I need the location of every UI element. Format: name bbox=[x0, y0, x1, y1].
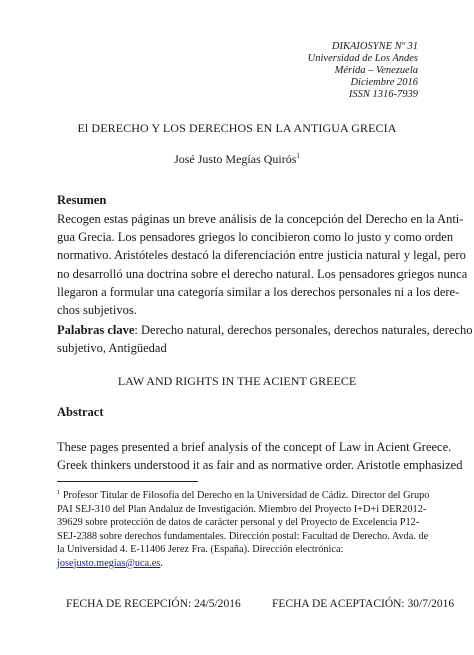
footnote-line: SEJ-2388 sobre derechos fundamentales. Dirección postal: Facultad de Derecho. Avda. de bbox=[57, 530, 429, 542]
resumen-line: normativo. Aristóteles destacó la diferenciación entre justicia natural y legal, pero bbox=[57, 248, 466, 263]
footnote-line: josejusto.megias@uca.es. bbox=[57, 557, 163, 569]
resumen-line: no desarrolló una doctrina sobre el derecho natural. Los pensadores griegos nunca bbox=[57, 266, 468, 281]
resumen-line: gua Grecia. Los pensadores griegos lo concibieron como lo justo y como orden bbox=[57, 230, 454, 245]
footnote-line: la Universidad 4. E-11406 Jerez Fra. (España). Dirección electrónica: bbox=[57, 544, 344, 555]
abstract-paragraph bbox=[57, 438, 463, 474]
article-title: El DERECHO Y LOS DERECHOS EN LA ANTIGUA GRECIA bbox=[77, 121, 397, 135]
journal-location: Mérida – Venezuela bbox=[334, 65, 418, 76]
resumen-paragraph bbox=[57, 210, 468, 319]
resumen-line: llegaron a formular una categoría similar a los derechos personales ni a los dere- bbox=[57, 284, 460, 299]
abstract-heading: Abstract bbox=[57, 405, 104, 419]
author-email-link[interactable]: josejusto.megias@uca.es bbox=[57, 557, 161, 569]
accepted-date: FECHA DE ACEPTACIÓN: 30/7/2016 bbox=[272, 598, 455, 610]
footnote bbox=[57, 486, 430, 570]
keywords-list: : Derecho natural, derechos personales, derechos naturales, derecho bbox=[134, 323, 473, 337]
journal-name: DIKAIOSYNE Nº 31 bbox=[331, 41, 418, 52]
author-name: José Justo Megías Quirós bbox=[174, 152, 297, 166]
author-footnote-mark: 1 bbox=[296, 152, 300, 160]
resumen-heading: Resumen bbox=[57, 193, 107, 207]
journal-issn: ISSN 1316-7939 bbox=[348, 89, 418, 100]
journal-institution: Universidad de Los Andes bbox=[307, 53, 418, 64]
abstract-line: These pages presented a brief analysis of the concept of Law in Acient Greece. bbox=[57, 440, 452, 454]
keywords-line bbox=[57, 321, 473, 339]
keywords-paragraph bbox=[57, 321, 473, 357]
article-author bbox=[0, 152, 474, 167]
english-title: LAW AND RIGHTS IN THE ACIENT GREECE bbox=[117, 374, 357, 388]
abstract-line: Greek thinkers understood it as fair and as normative order. Aristotle emphasized bbox=[57, 458, 463, 473]
journal-header bbox=[308, 41, 418, 101]
footnote-line: $^1$ Profesor Titular de Filosofía del Derecho en la Universidad de Cádiz. Director del Grupo bbox=[57, 489, 430, 501]
footnote-line: PAI SEJ-310 del Plan Andaluz de Investigación. Miembro del Proyecto I+D+i DER2012- bbox=[57, 503, 427, 515]
resumen-line: Recogen estas páginas un breve análisis de la concepción del Derecho en la Anti- bbox=[57, 212, 464, 226]
journal-date: Diciembre 2016 bbox=[350, 77, 418, 88]
resumen-line: chos subjetivos. bbox=[57, 303, 137, 318]
keywords-label: Palabras clave bbox=[57, 323, 135, 337]
keywords-line: subjetivo, Antigüedad bbox=[57, 341, 167, 356]
footnote-line: 39629 sobre protección de datos de carácter personal y del Proyecto de Excelencia P12- bbox=[57, 517, 420, 528]
footnote-divider bbox=[57, 481, 198, 482]
footnote-mark: 1 bbox=[57, 489, 61, 496]
received-date: FECHA DE RECEPCIÓN: 24/5/2016 bbox=[66, 598, 241, 610]
